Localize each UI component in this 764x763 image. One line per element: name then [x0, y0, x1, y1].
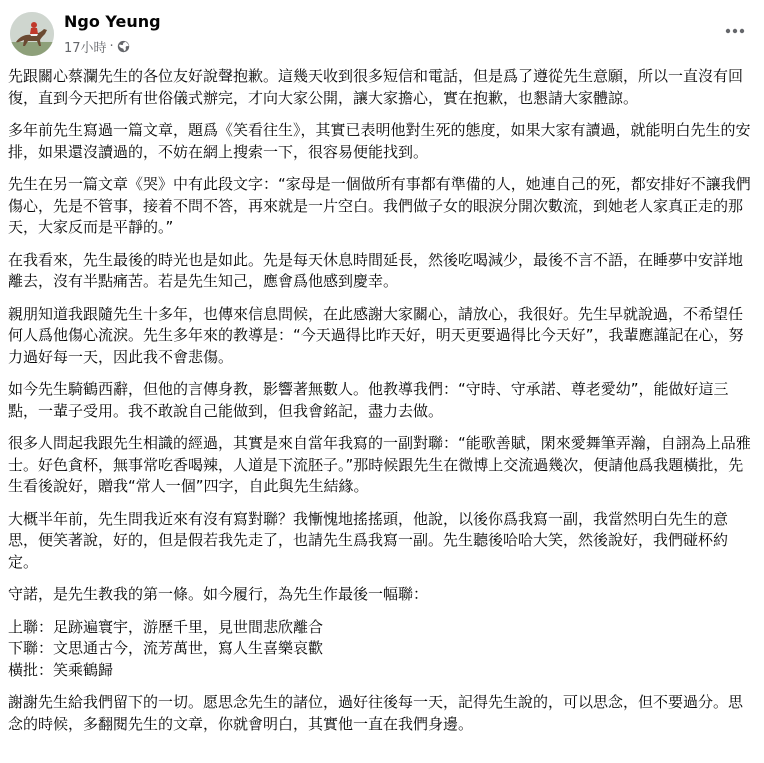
post-paragraph: 先生在另一篇文章《哭》中有此段文字：“家母是一個做所有事都有準備的人，她連自己的死，都安排好不讓我們傷心，先是不管事，接着不問不答，再來就是一片空白。我們做子女的眼淚分開次數流，到她老人家真正走的那天，大家反而是平靜的。” [8, 175, 751, 236]
post-paragraph: 親朋知道我跟隨先生十多年，也傳來信息問候，在此感謝大家關心，請放心，我很好。先生早就說過，不希望任何人爲他傷心流淚。先生多年來的教導是：“今天過得比昨天好，明天更要過得比今天好”，我輩應謹記在心，努力過好每一天，因此我不會悲傷。 [8, 304, 744, 366]
couplet [8, 617, 752, 682]
author-name[interactable]: Ngo Yeung [64, 12, 161, 31]
post-body [8, 66, 752, 746]
meta-separator: · [109, 38, 114, 54]
avatar-horse-rider-icon [10, 12, 54, 56]
post-timestamp[interactable]: 17小時 [64, 40, 107, 56]
post-paragraph: 很多人問起我跟先生相識的經過，其實是來自當年我寫的一副對聯：“能歌善賦，閑來愛舞筆弄瀚，自詡為上品雅士。好色貪杯，無事常吃香喝辣，人道是下流胚子。”那時候跟先生在微博上交流過幾次，便請他爲我題橫批，先生看後說好，贈我“常人一個”四字，自此與先生結緣。 [8, 434, 751, 495]
avatar[interactable] [10, 12, 54, 56]
post-paragraph: 如今先生騎鶴西辭，但他的言傳身教，影響著無數人。他教導我們：“守時、守承諾、尊老愛幼”，能做好這三點，一輩子受用。我不敢說自己能做到，但我會銘記，盡力去做。 [8, 380, 729, 420]
more-options-icon [725, 28, 745, 34]
post-paragraph: 多年前先生寫過一篇文章，題爲《笑看往生》，其實已表明他對生死的態度，如果大家有讀過，就能明白先生的安排，如果還沒讀過的，不妨在網上搜索一下，很容易便能找到。 [8, 121, 751, 161]
post-paragraph: 先跟關心蔡瀾先生的各位友好說聲抱歉。這幾天收到很多短信和電話，但是爲了遵從先生意願，所以一直沒有回復，直到今天把所有世俗儀式辦完，才向大家公開，讓大家擔心，實在抱歉，也懇請大家體諒。 [8, 67, 744, 107]
post-header [0, 0, 764, 60]
couplet-horizontal: 橫批：笑乘鶴歸 [8, 660, 114, 679]
couplet-lower: 下聯：文思通古今，流芳萬世，寫人生喜樂哀歡 [8, 639, 324, 657]
more-options-button[interactable] [722, 18, 748, 44]
globe-icon[interactable] [117, 40, 130, 53]
post-meta [64, 37, 130, 55]
post-paragraph: 大概半年前，先生問我近來有沒有寫對聯？我慚愧地搖搖頭，他說，以後你爲我寫一副，我當然明白先生的意思，便笑著說，好的，但是假若我先走了，也請先生爲我寫一副。先生聽後哈哈大笑，然後說好，我們碰杯約定。 [8, 509, 729, 571]
post-closing: 謝謝先生給我們留下的一切。愿思念先生的諸位，過好往後每一天，記得先生說的，可以思念，但不要過分。思念的時候，多翻閱先生的文章，你就會明白，其實他一直在我們身邊。 [8, 693, 744, 733]
post-paragraph: 在我看來，先生最後的時光也是如此。先是每天休息時間延長，然後吃喝減少，最後不言不語，在睡夢中安詳地離去，沒有半點痛苦。若是先生知己，應會爲他感到慶幸。 [8, 250, 744, 290]
post-paragraph: 守諾，是先生教我的第一條。如今履行，為先生作最後一幅聯： [8, 585, 429, 603]
couplet-upper: 上聯：足跡遍寰宇，游歷千里，見世間悲欣離合 [8, 617, 324, 636]
